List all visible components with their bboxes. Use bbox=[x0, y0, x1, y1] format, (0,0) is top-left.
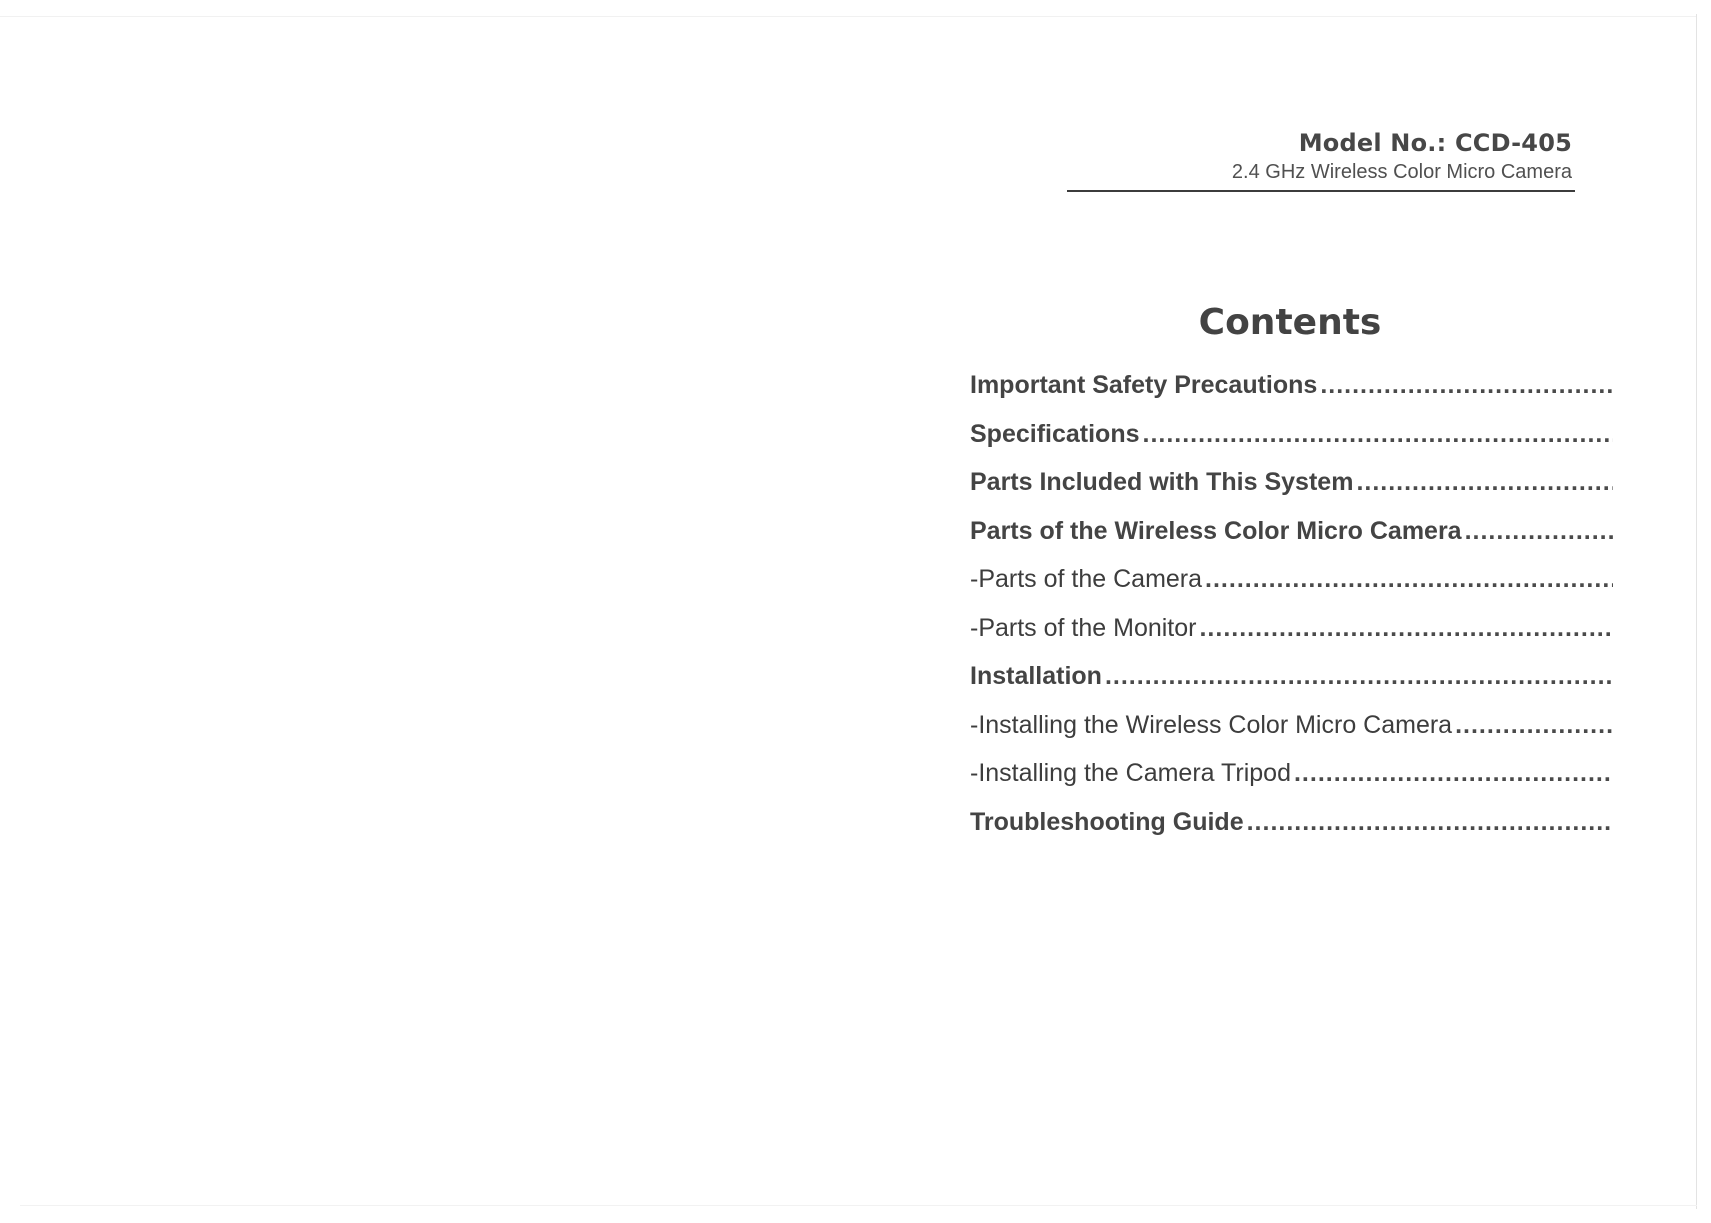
dot-leader bbox=[1455, 706, 1613, 744]
scan-edge-top bbox=[0, 16, 1697, 17]
toc-entry-safety-precautions bbox=[970, 366, 1613, 415]
toc-entry-label: Specifications bbox=[970, 419, 1140, 448]
dot-leader bbox=[1465, 512, 1613, 550]
toc-entry-label: Troubleshooting Guide bbox=[970, 807, 1244, 836]
dot-leader bbox=[1205, 560, 1613, 598]
document-header bbox=[1062, 128, 1572, 184]
dot-leader bbox=[1247, 803, 1613, 841]
dot-leader bbox=[1294, 754, 1613, 792]
toc-entry-troubleshooting bbox=[970, 803, 1613, 852]
toc-entry-parts-of-camera-system bbox=[970, 512, 1613, 561]
toc-entry-installing-tripod bbox=[970, 754, 1613, 803]
toc-entry-label: -Installing the Camera Tripod bbox=[970, 759, 1291, 787]
page-title: Contents bbox=[1198, 302, 1382, 343]
dot-leader bbox=[1143, 415, 1614, 453]
toc-entry-specifications bbox=[970, 415, 1613, 464]
toc-entry-label: -Parts of the Monitor bbox=[970, 613, 1197, 642]
toc-entry-installation bbox=[970, 657, 1613, 706]
toc-entry-parts-of-camera bbox=[970, 560, 1613, 609]
toc-entry-label: Parts Included with This System bbox=[970, 468, 1354, 496]
toc-entry-label: -Parts of the Camera bbox=[970, 565, 1203, 593]
toc-entry-installing-camera bbox=[970, 706, 1613, 755]
toc-entry-parts-of-monitor bbox=[970, 609, 1613, 658]
dot-leader bbox=[1199, 609, 1613, 647]
toc-entry-label: Installation bbox=[970, 662, 1102, 690]
scan-edge-right bbox=[1696, 14, 1697, 1209]
toc-entry-parts-included bbox=[970, 463, 1613, 512]
toc-entry-label: -Installing the Wireless Color Micro Camera bbox=[970, 710, 1453, 739]
header-divider bbox=[1067, 190, 1575, 192]
toc-entry-label: Important Safety Precautions bbox=[970, 371, 1318, 399]
toc-entry-label: Parts of the Wireless Color Micro Camera bbox=[970, 516, 1462, 545]
table-of-contents bbox=[970, 366, 1613, 851]
dot-leader bbox=[1356, 463, 1613, 501]
scan-edge-bottom bbox=[20, 1205, 1697, 1206]
product-subtitle: 2.4 GHz Wireless Color Micro Camera bbox=[1231, 161, 1572, 183]
model-number: Model No.: CCD-405 bbox=[1298, 129, 1572, 157]
dot-leader bbox=[1105, 657, 1613, 695]
dot-leader bbox=[1320, 366, 1613, 404]
